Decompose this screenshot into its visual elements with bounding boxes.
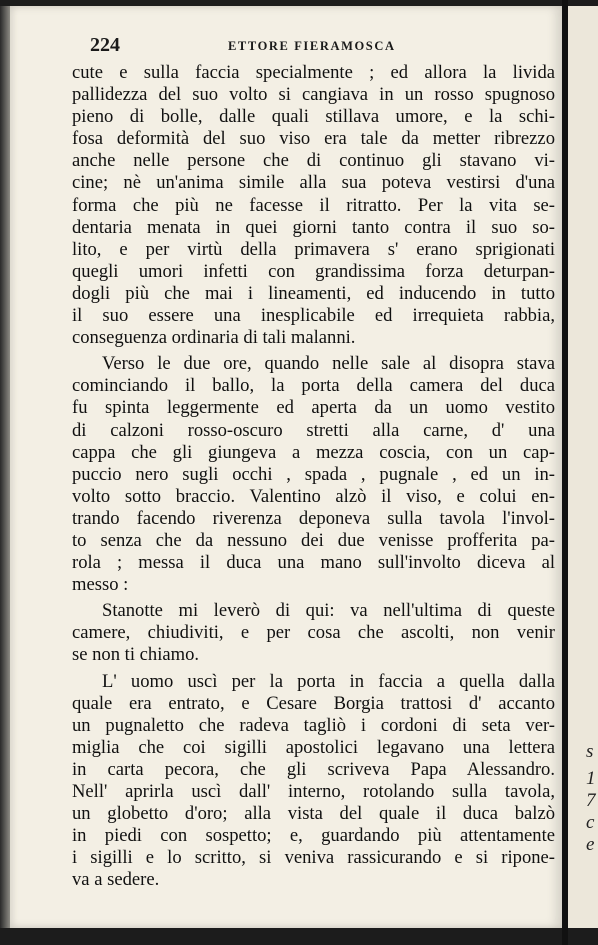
text-line: pallidezza del suo volto si cangiava in un rosso spugnoso [72,84,555,106]
body-text [72,62,555,895]
adjacent-page-fragment: 1 [586,768,596,789]
paragraph-3 [72,600,555,666]
adjacent-page-fragment: 7 [586,790,596,811]
text-line: Verso le due ore, quando nelle sale al disopra stava [102,353,555,375]
text-line: cute e sulla faccia specialmente ; ed allora la livida [72,62,555,83]
text-line: il suo essere una inesplicabile ed irrequieta rabbia, [72,305,555,327]
paragraph-2 [72,353,555,596]
text-line: se non ti chiamo. [72,644,200,666]
text-line: conseguenza ordinaria di tali malanni. [72,327,356,349]
text-line: lito, e per virtù della primavera s' erano sprigionati [72,238,555,260]
text-line: anche nelle persone che di continuo gli stavano vi- [72,150,555,172]
text-line: L' uomo uscì per la porta in faccia a quella dalla [102,670,555,692]
text-line: i sigilli e lo scritto, si veniva rassicurando e si ripone- [72,847,555,869]
book-page [10,6,562,928]
text-line: cine; nè un'anima simile alla sua poteva vestirsi d'una [72,172,555,194]
text-line: in piedi con sospetto; e, guardando più attentamente [72,825,555,847]
text-line: cappa che gli giungeva a mezza coscia, con un cap- [72,441,555,463]
text-line: messo : [72,574,129,596]
text-line: forma che più ne facesse il ritratto. Per la vita se- [72,194,555,216]
running-head [90,34,405,62]
text-line: fu spinta leggermente ed aperta da un uomo vestito [72,397,555,419]
adjacent-page-fragment: e [586,834,595,855]
text-line: trando facendo riverenza deponeva sulla tavola l'invol- [72,507,555,529]
text-line: un pugnaletto che radeva tagliò i cordoni di seta ver- [72,714,555,736]
text-line: pieno di bolle, dalle quali stillava umore, e la schi- [72,106,555,128]
running-title: ETTORE FIERAMOSCA [228,39,396,53]
text-line: di calzoni rosso-oscuro stretti alla carne, d' una [72,419,555,441]
text-line: dentaria menata in quei giorni tanto contra il suo so- [72,216,555,238]
text-line: to senza che da nessuno dei due venisse profferita pa- [72,529,555,551]
text-line: volto sotto braccio. Valentino alzò il viso, e colui en- [72,485,555,507]
adjacent-page [568,6,598,928]
adjacent-page-fragment: s [586,741,594,762]
text-line: un globetto d'oro; alla vista del quale il duca balzò [72,803,555,825]
paragraph-1 [72,62,555,349]
text-line: fosa deformità del suo viso era tale da metter ribrezzo [72,128,555,150]
text-line: in carta pecora, che gli scriveva Papa Alessandro. [72,758,555,780]
text-line: cominciando il ballo, la porta della camera del duca [72,375,555,397]
text-line: camere, chiudiviti, e per cosa che ascolti, non venir [72,622,555,644]
page-number: 224 [90,34,120,56]
text-line: miglia che coi sigilli apostolici legavano una lettera [72,736,555,758]
adjacent-page-fragment: c [586,812,595,833]
text-line: dogli più che mai i lineamenti, ed inducendo in tutto [72,282,555,304]
text-line: rola ; messa il duca una mano sull'involto diceva al [72,552,555,574]
book-gutter [0,6,10,928]
paragraph-4 [72,671,555,892]
text-line: Stanotte mi leverò di qui: va nell'ultima di queste [102,600,555,622]
text-line: quale era entrato, e Cesare Borgia trattosi d' accanto [72,692,555,714]
text-line: puccio nero sugli occhi , spada , pugnale , ed un in- [72,463,555,485]
text-line: quegli umori infetti con grandissima forza deturpan- [72,260,555,282]
text-line: Nell' aprirla uscì dall' interno, rotolando sulla tavola, [72,781,555,802]
text-line: va a sedere. [72,869,160,891]
